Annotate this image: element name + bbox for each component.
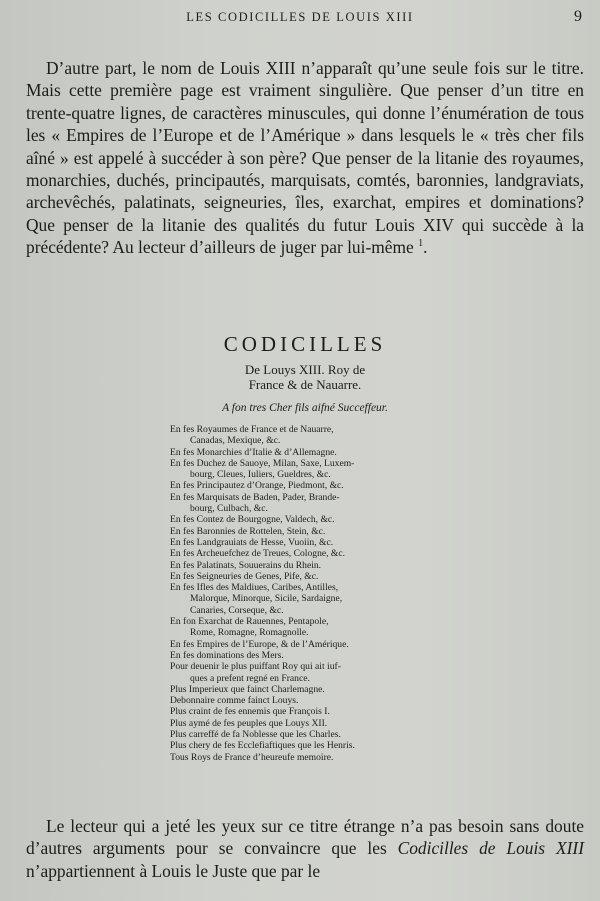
paragraph-conclusion-text: Le lecteur qui a jeté les yeux sur ce titre étrange n’a pas besoin sans doute d’autres arguments pour se convaincre que les — [26, 816, 584, 859]
codicil-line: En fes Baronnies de Rottelen, Stein, &c. — [170, 525, 326, 537]
codicil-line: En fes Contez de Bourgogne, Valdech, &c. — [170, 514, 335, 526]
codicil-line: Malorque, Minorque, Sicile, Sardaigne, — [190, 593, 343, 605]
codicil-line: bourg, Culbach, &c. — [190, 503, 268, 515]
italic-title-reference: Codicilles de Louis XIII — [397, 838, 584, 859]
codicil-subtitle-line: De Louys XIII. Roy de — [244, 362, 366, 377]
codicil-line: En fes Principautez d’Orange, Piedmont, &c. — [170, 480, 344, 492]
codicil-line: En fes Empires de l’Europe, & de l’Amérique. — [170, 638, 349, 650]
codicil-subtitle — [170, 362, 440, 392]
codicil-line: Debonnaire comme fainct Louys. — [170, 695, 299, 707]
codicil-line: En fes dominations des Mers. — [170, 649, 284, 661]
codicil-line: En fon Exarchat de Rauennes, Pentapole, — [170, 616, 329, 628]
paragraph-intro-text: D’autre part, le nom de Louis XIII n’apparaît qu’une seule fois sur le titre. Mais cette première page est vraiment singulière. Que penser d’un titre en trente-quatre lignes, de caractères minuscules, qui donne l’énumération de tous les « Empires de l’Europe et de l’Amérique » dans lesquels le « très cher fils aîné » est appelé à succéder à son père? Que penser de la litanie des royaumes, monarchies, duchés, principautés, marquisats, comtés, baronnies, landgraviats, archevêchés, palatinats, seigneuries, îles, exarchat, empires et dominations? Que penser de la litanie des qualités du futur Louis XIV qui succède à la précédente? Au lecteur d’ailleurs de juger par lui-même — [26, 58, 584, 258]
codicil-line: En fes Marquisats de Baden, Pader, Brande- — [170, 491, 340, 503]
paragraph-conclusion — [26, 815, 584, 882]
codicil-line: Plus Imperieux que fainct Charlemagne. — [170, 683, 325, 695]
codicil-line: En fes Duchez de Sauoye, Milan, Saxe, Luxem- — [170, 457, 355, 469]
codicil-line: Tous Roys de France d’heureufe memoire. — [170, 751, 334, 763]
codicil-line: Plus carreffé de fa Noblesse que les Charles. — [170, 729, 341, 741]
codicil-line: Rome, Romagne, Romagnolle. — [190, 627, 309, 639]
codicil-title: CODICILLES — [223, 332, 387, 356]
codicil-line: En fes Royaumes de France et de Nauarre, — [170, 424, 334, 435]
page-number: 9 — [574, 8, 582, 25]
codicil-title-page — [170, 332, 440, 763]
codicil-list — [170, 424, 440, 763]
codicil-line: En fes Landgrauiats de Hesse, Vuoiin, &c. — [170, 536, 334, 548]
codicil-line: Plus chery de fes Ecclefiaftiques que les Henris. — [170, 740, 355, 752]
codicil-dedication: A fon tres Cher fils aifné Succeffeur. — [222, 402, 388, 414]
codicil-line: En fes Archeuefchez de Treues, Cologne, &c. — [170, 548, 346, 560]
codicil-line: Canaries, Corseque, &c. — [190, 604, 284, 616]
codicil-line: En fes Palatinats, Souuerains du Rhein. — [170, 559, 322, 571]
codicil-line: Pour deuenir le plus puiffant Roy qui ait iuf- — [170, 661, 341, 673]
footnote-mark: 1 — [418, 238, 424, 250]
paragraph-conclusion-text: n’appartiennent à Louis le Juste que par le — [26, 860, 321, 881]
codicil-line: Canadas, Mexique, &c. — [190, 435, 281, 447]
codicil-line: Plus aymé de fes peuples que Louys XII. — [170, 717, 328, 729]
running-head: LES CODICILLES DE LOUIS XIII — [186, 10, 414, 24]
paragraph-intro: D’autre part, le nom de Louis XIII n’apparaît qu’une seule fois sur le titre. Mais cette première page est vraiment singulière. Que penser d’un titre en trente-quatre lignes, de caractères minuscules, qui donne l’énumération de tous les « Empires de l’Europe et de l’Amérique » dans lesquels le « très cher fils aîné » est appelé à succéder à son père? Que penser de la litanie des royaumes, monarchies, duchés, principautés, marquisats, comtés, baronnies, landgraviats, archevêchés, palatinats, seigneuries, îles, exarchat, empires et dominations? Que penser de la litanie des qualités du futur Louis XIV qui succède à la précédente? Au lecteur d’ailleurs de juger par lui-même $^1$. — [26, 58, 584, 258]
codicil-line: En fes Ifles des Maldiues, Caribes, Antilles, — [170, 582, 339, 594]
codicil-subtitle-line: France & de Nauarre. — [248, 377, 362, 392]
codicil-line: ques a prefent regné en France. — [190, 672, 310, 684]
codicil-line: bourg, Cleues, Iuliers, Gueldres, &c. — [190, 469, 331, 481]
codicil-line: En fes Monarchies d’Italie & d’Allemagne. — [170, 446, 337, 458]
codicil-line: En fes Seigneuries de Genes, Pife, &c. — [170, 570, 319, 582]
codicil-line: Plus craint de fes ennemis que François I. — [170, 706, 330, 718]
